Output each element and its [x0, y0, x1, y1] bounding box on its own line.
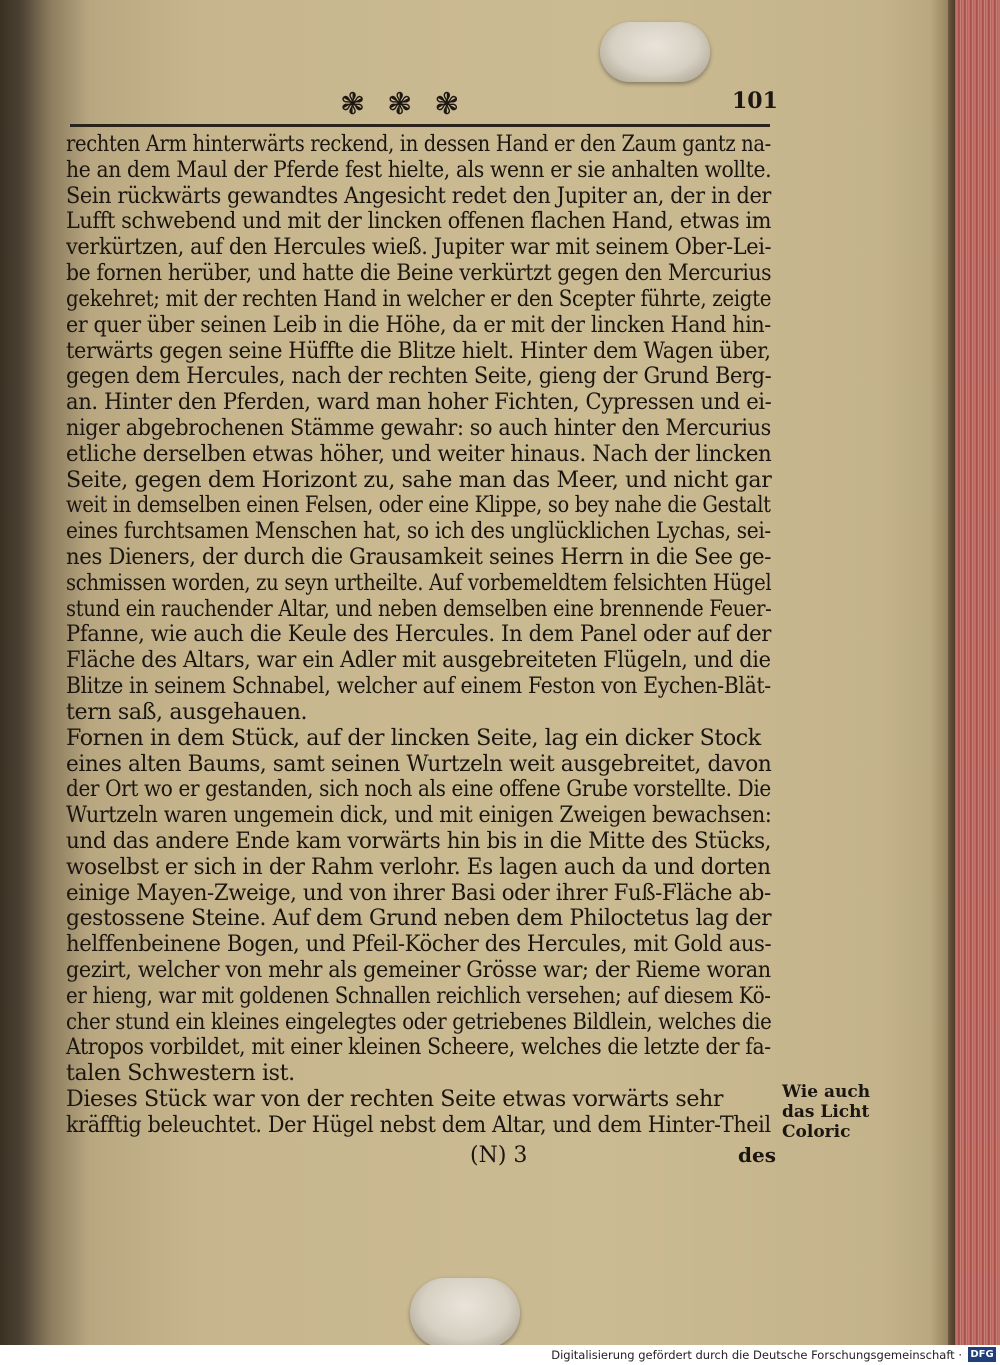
- text-line: einige Mayen-Zweige, und von ihrer Basi oder ihrer Fuß-Fläche ab-: [66, 879, 771, 906]
- text-line: helffenbeinene Bogen, und Pfeil-Köcher des Hercules, mit Gold aus-: [66, 931, 772, 958]
- text-line: tern saß, ausgehauen.: [66, 698, 308, 725]
- text-line: Pfanne, wie auch die Keule des Hercules. In dem Panel oder auf der: [66, 621, 771, 648]
- text-line: nes Dieners, der durch die Grausamkeit seines Herrn in die See ge-: [66, 544, 772, 570]
- text-line: Blitze in seinem Schnabel, welcher auf einem Feston von Eychen-Blät-: [66, 673, 771, 700]
- text-line: stund ein rauchender Altar, und neben demselben eine brennende Feuer-: [66, 595, 772, 622]
- margin-note-line: Wie auch: [782, 1082, 871, 1102]
- text-line: etliche derselben etwas höher, und weiter hinaus. Nach der lincken: [66, 440, 772, 467]
- text-line: cher stund ein kleines eingelegtes oder getriebenes Bildlein, welches die: [66, 1008, 772, 1035]
- text-line: gezirt, welcher von mehr als gemeiner Grösse war; der Rieme woran: [66, 957, 771, 983]
- text-line: be fornen herüber, und hatte die Beine verkürtzt gegen den Mercurius: [66, 260, 772, 287]
- footer-bar: [0, 1345, 1000, 1365]
- text-line: er quer über seinen Leib in die Höhe, da er mit der lincken Hand hin-: [66, 311, 771, 338]
- margin-note: [782, 1082, 872, 1142]
- text-line: er hieng, war mit goldenen Schnallen reichlich versehen; auf diesem Kö-: [66, 982, 771, 1009]
- page-clip-top: [600, 22, 710, 82]
- text-line: terwärts gegen seine Hüffte die Blitze hielt. Hinter dem Wagen über,: [66, 337, 771, 364]
- text-line: an. Hinter den Pferden, ward man hoher Fichten, Cypressen und ei-: [66, 389, 772, 416]
- ornament-flower-icon: ❃: [434, 87, 460, 122]
- text-line: der Ort wo er gestanden, sich noch als eine offene Grube vorstellte. Die: [66, 776, 771, 803]
- funding-credit: Digitalisierung gefördert durch die Deutsche Forschungsgemeinschaft ·: [551, 1348, 962, 1362]
- dfg-logo: DFG: [968, 1347, 996, 1362]
- text-line: und das andere Ende kam vorwärts hin bis in die Mitte des Stücks,: [66, 827, 772, 854]
- text-line: kräfftig beleuchtet. Der Hügel nebst dem Altar, und dem Hinter-Theil: [66, 1111, 771, 1138]
- ornament-flower-icon: ❃: [340, 87, 366, 122]
- ornament-flower-icon: ❃: [387, 87, 413, 122]
- margin-note-line: Coloric: [782, 1122, 851, 1142]
- text-line: Seite, gegen dem Horizont zu, sahe man das Meer, und nicht gar: [66, 466, 772, 493]
- header-ornament: [340, 88, 520, 122]
- text-line: Fläche des Altars, war ein Adler mit ausgebreiteten Flügeln, und die: [66, 647, 771, 674]
- book-page-edge: [955, 0, 1000, 1345]
- text-line: Atropos vorbildet, mit einer kleinen Scheere, welches die letzte der fa-: [66, 1034, 771, 1061]
- text-line: schmissen worden, zu seyn urtheilte. Auf vorbemeldtem felsichten Hügel: [66, 569, 772, 596]
- text-line: eines alten Baums, samt seinen Wurtzeln weit ausgebreitet, davon: [66, 750, 772, 777]
- header-rule: [70, 124, 770, 127]
- text-line: talen Schwestern ist.: [66, 1060, 295, 1087]
- signature-mark: (N) 3: [470, 1143, 528, 1168]
- text-line: Dieses Stück war von der rechten Seite etwas vorwärts sehr: [66, 1086, 724, 1113]
- text-line: Sein rückwärts gewandtes Angesicht redet den Jupiter an, der in der: [66, 182, 771, 209]
- text-line: rechten Arm hinterwärts reckend, in dessen Hand er den Zaum gantz na-: [66, 131, 771, 157]
- body-text: [66, 132, 776, 1139]
- text-line: Fornen in dem Stück, auf der lincken Seite, lag ein dicker Stock: [66, 724, 761, 751]
- text-line: niger abgebrochenen Stämme gewahr: so auch hinter den Mercurius: [66, 414, 771, 441]
- page-number: 101: [732, 88, 778, 114]
- text-line: gegen dem Hercules, nach der rechten Seite, gieng der Grund Berg-: [66, 363, 772, 390]
- text-line: Wurtzeln waren ungemein dick, und mit einigen Zweigen bewachsen:: [66, 802, 772, 829]
- text-line: woselbst er sich in der Rahm verlohr. Es lagen auch da und dorten: [66, 853, 771, 880]
- text-line: Lufft schwebend und mit der lincken offenen flachen Hand, etwas im: [66, 208, 772, 235]
- text-line: verkürtzen, auf den Hercules wieß. Jupiter war mit seinem Ober-Lei-: [66, 234, 772, 261]
- text-line: weit in demselben einen Felsen, oder eine Klippe, so bey nahe die Gestalt: [66, 492, 771, 519]
- text-line: eines furchtsamen Menschen hat, so ich des unglücklichen Lychas, sei-: [66, 518, 771, 545]
- text-line: gestossene Steine. Auf dem Grund neben dem Philoctetus lag der: [66, 905, 772, 932]
- margin-note-line: das Licht: [782, 1102, 870, 1122]
- text-line: he an dem Maul der Pferde fest hielte, als wenn er sie anhalten wollte.: [66, 156, 772, 183]
- catchword: des: [738, 1143, 776, 1167]
- page-clip-bottom: [410, 1278, 520, 1345]
- text-line: gekehret; mit der rechten Hand in welcher er den Scepter führte, zeigte: [66, 285, 772, 312]
